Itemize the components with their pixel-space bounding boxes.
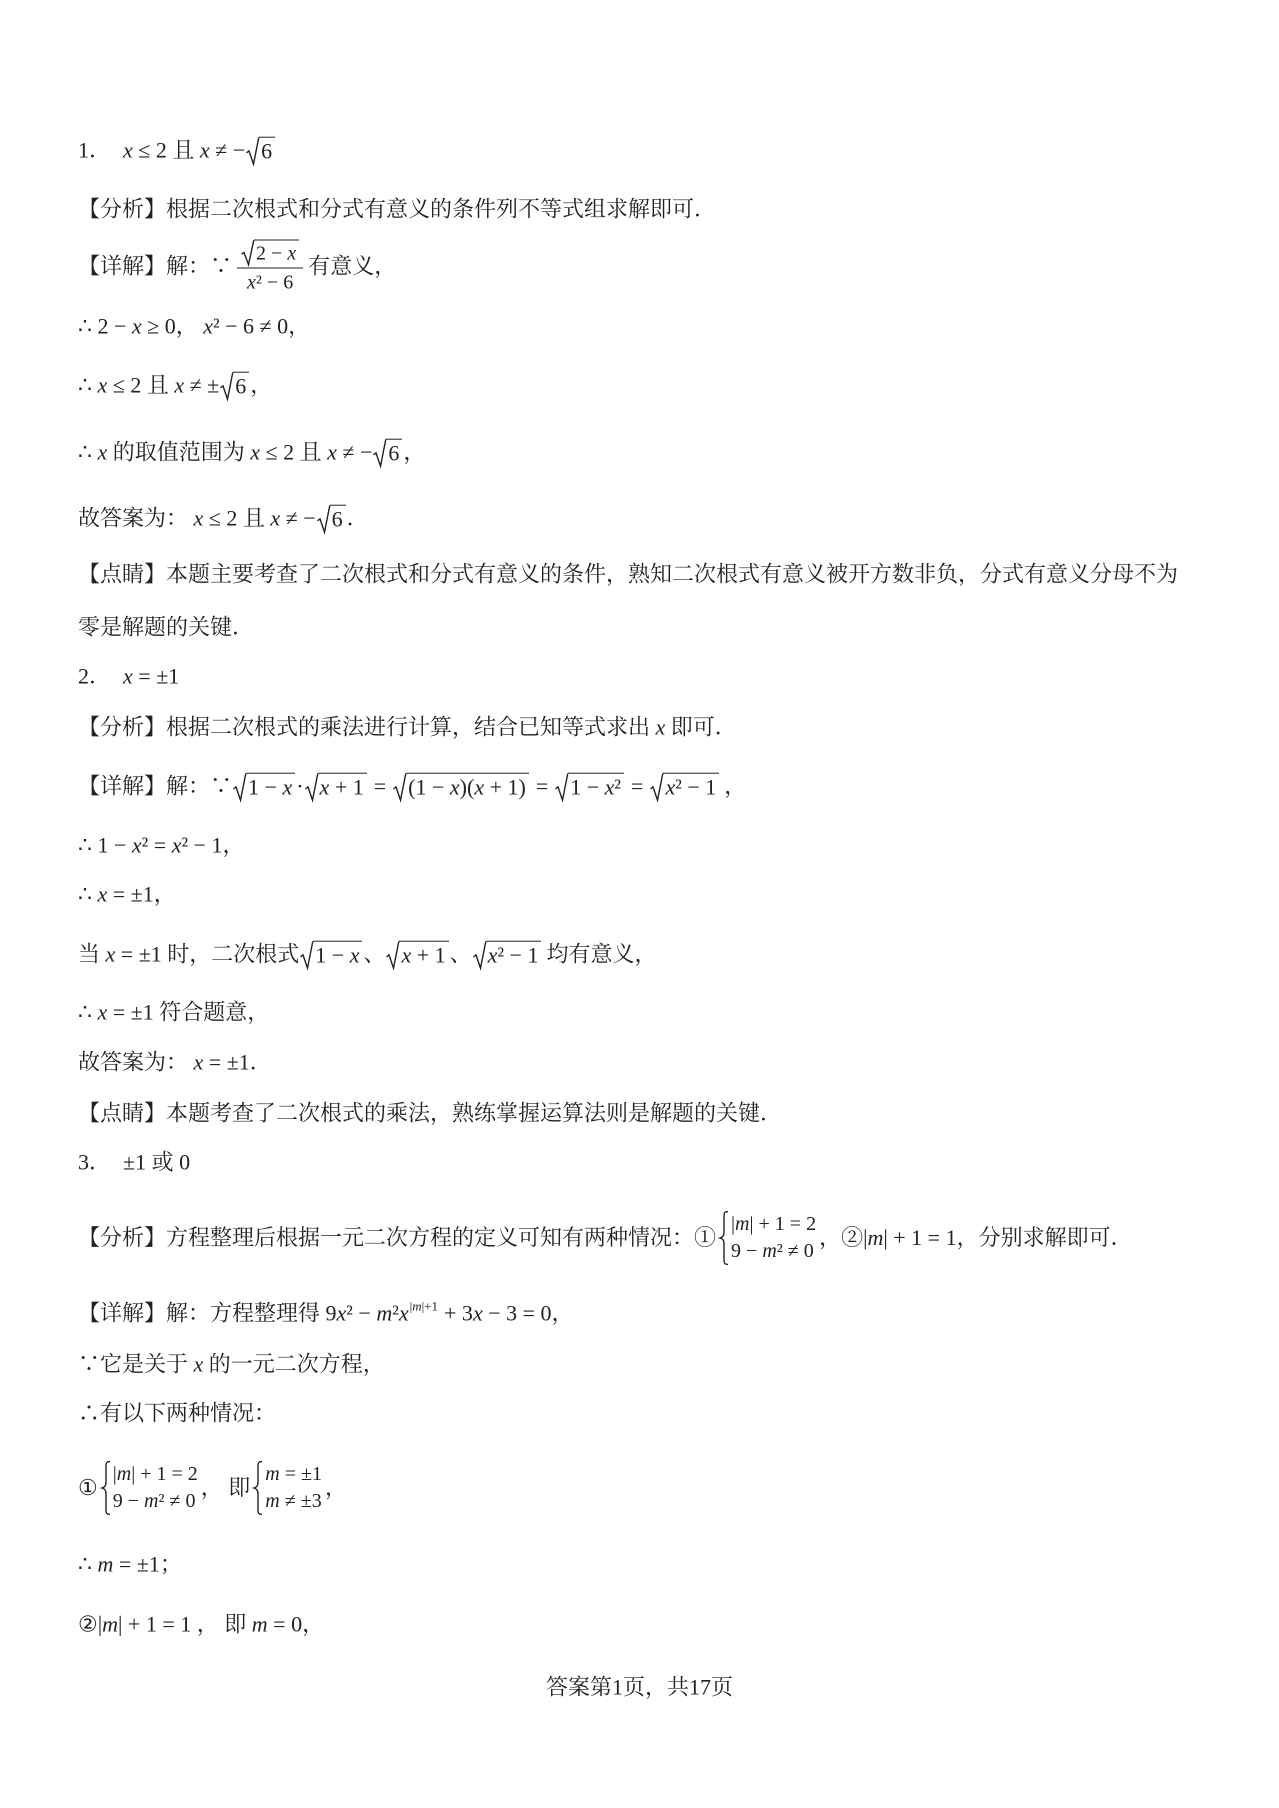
system-row: |m| + 1 = 2 — [112, 1463, 198, 1485]
equation-system — [719, 1211, 816, 1265]
math-variable: x — [487, 942, 498, 968]
square-root — [305, 773, 367, 801]
math-expression: ②|m| + 1 = 1 ， 即 m = 0， — [78, 1611, 325, 1637]
math-expression: 当 x = ±1 时，二次根式 — [78, 941, 300, 967]
section-tag: 【详解】 — [78, 773, 167, 799]
equation-system — [101, 1461, 198, 1515]
math-variable: x — [449, 774, 460, 800]
left-brace-icon — [719, 1211, 729, 1265]
radical-sign-icon — [317, 505, 330, 533]
math-expression: 故答案为： x ≤ 2 且 x ≠ − — [78, 505, 316, 531]
math-expression: ∴有以下两种情况： — [78, 1400, 277, 1426]
math-variable: x — [193, 1351, 204, 1377]
math-variable: m — [735, 1213, 750, 1235]
analysis-text: 根据二次根式的乘法进行计算，结合已知等式求出 x 即可． — [166, 714, 737, 740]
math-expression: ∴ m = ±1； — [78, 1551, 182, 1577]
fraction — [237, 240, 303, 295]
section-tag: 【点睛】 — [78, 561, 167, 587]
q1-detail-line — [78, 240, 396, 295]
radicand: x + 1 — [318, 773, 367, 801]
math-variable: m — [97, 1551, 114, 1577]
q2-final-answer — [78, 1049, 272, 1078]
math-variable: x — [655, 714, 666, 740]
q2-detail-line — [78, 773, 746, 802]
math-expression: ， 即 — [200, 1474, 251, 1500]
q1-step-3 — [78, 439, 425, 468]
math-variable: x — [97, 439, 108, 465]
math-variable: x — [131, 832, 142, 858]
square-root — [373, 439, 402, 467]
radical-sign-icon — [373, 439, 386, 467]
system-row: |m| + 1 = 2 — [731, 1213, 817, 1235]
square-root — [241, 240, 299, 266]
math-variable: x — [282, 774, 293, 800]
square-root — [650, 773, 719, 801]
math-variable: x — [250, 439, 261, 465]
q1-step-2 — [78, 372, 272, 401]
math-variable: x — [123, 137, 133, 163]
detail-intro: 解：∵ — [166, 773, 233, 799]
q1-comment-line-1 — [78, 561, 1178, 590]
math-variable: m — [116, 1463, 132, 1485]
equals-sign: = — [631, 773, 644, 799]
math-variable: m — [144, 1490, 159, 1512]
system-row: m = ±1 — [265, 1463, 322, 1485]
radicand: 6 — [386, 439, 402, 467]
analysis-text: 根据二次根式和分式有意义的条件列不等式组求解即可． — [166, 196, 717, 222]
section-tag: 【详解】 — [78, 1300, 167, 1326]
radicand: x + 1 — [399, 941, 448, 969]
punctuation: ． — [346, 505, 369, 531]
math-variable: x — [474, 774, 485, 800]
case-mark: ① — [78, 1474, 98, 1500]
system-row: m ≠ ±3 — [265, 1490, 322, 1512]
math-expression: ∴ x ≤ 2 且 x ≠ ± — [78, 372, 220, 398]
radical-sign-icon — [650, 773, 663, 801]
q3-step-2 — [78, 1400, 276, 1429]
system-row: 9 − m² ≠ 0 — [731, 1240, 814, 1262]
comment-text: 本题主要考查了二次根式和分式有意义的条件，熟知二次根式有意义被开方数非负，分式有意义分母不为 — [166, 561, 1179, 587]
math-variable: x — [199, 137, 210, 163]
math-variable: x — [319, 774, 330, 800]
system-rows — [265, 1461, 322, 1515]
math-variable: m — [376, 1300, 393, 1326]
question-number: 1． — [78, 137, 112, 163]
radical-sign-icon — [233, 773, 246, 801]
q1-final-answer — [78, 505, 369, 534]
equals-sign: = — [535, 773, 549, 799]
math-variable: x — [401, 942, 412, 968]
q2-analysis-line — [78, 714, 737, 743]
separator: 、 — [449, 941, 472, 967]
math-expression: 解：方程整理得 9x² − m²x — [166, 1300, 409, 1326]
square-root — [473, 941, 542, 969]
q3-detail-line — [78, 1300, 574, 1329]
radical-sign-icon — [305, 773, 318, 801]
math-variable: x — [336, 1300, 347, 1326]
math-variable: x — [97, 881, 108, 907]
fraction-denominator: x² − 6 — [247, 271, 294, 294]
left-brace-icon — [253, 1461, 263, 1515]
radical-sign-icon — [246, 137, 259, 165]
math-variable: x — [287, 242, 297, 265]
radical-sign-icon — [241, 240, 254, 266]
square-root — [393, 773, 529, 801]
math-variable: m — [265, 1490, 280, 1512]
math-expression: ∴ x = ±1 符合题意， — [78, 999, 270, 1025]
system-rows — [731, 1211, 816, 1265]
q2-step-3 — [78, 941, 656, 970]
multiply-dot: · — [296, 773, 304, 799]
math-variable: x — [472, 1300, 483, 1326]
math-variable: x — [123, 663, 133, 689]
radical-sign-icon — [393, 773, 406, 801]
square-root — [233, 773, 295, 801]
q2-comment-line — [78, 1100, 782, 1129]
math-expression: ∴ 2 − x ≥ 0， x² − 6 ≠ 0， — [78, 313, 311, 339]
radicand: 1 − x² — [568, 773, 624, 801]
math-variable: x — [193, 505, 204, 531]
math-variable: x — [349, 942, 360, 968]
answer-expression: x = ±1 — [123, 663, 180, 689]
math-variable: x — [97, 999, 108, 1025]
math-variable: x — [270, 505, 281, 531]
question-number: 2． — [78, 663, 112, 689]
square-root — [555, 773, 624, 801]
radicand: 2 − x — [254, 240, 299, 266]
math-variable: x — [247, 271, 256, 294]
q2-step-4 — [78, 999, 269, 1028]
detail-text: 有意义， — [308, 253, 397, 279]
radicand: 1 − x — [246, 773, 295, 801]
radicand: 6 — [259, 137, 275, 165]
math-variable: x — [193, 1049, 204, 1075]
math-variable: x — [398, 1300, 409, 1326]
q1-step-1 — [78, 313, 310, 342]
radical-sign-icon — [386, 941, 399, 969]
math-variable: x — [203, 313, 214, 339]
radical-sign-icon — [555, 773, 568, 801]
math-variable: m — [265, 1463, 280, 1485]
radicand: x² − 1 — [486, 941, 542, 969]
q2-step-1 — [78, 832, 244, 861]
math-variable: x — [131, 313, 142, 339]
math-expression: + 3x − 3 = 0， — [444, 1300, 574, 1326]
question-number: 3． — [78, 1149, 112, 1175]
q3-step-1 — [78, 1351, 385, 1380]
detail-intro: 解：∵ — [166, 253, 233, 279]
analysis-text: ，②|m| + 1 = 1，分别求解即可． — [819, 1224, 1133, 1250]
q1-analysis-line — [78, 196, 716, 225]
q1-comment-line-2 — [78, 614, 254, 643]
left-brace-icon — [101, 1461, 111, 1515]
math-variable: x — [327, 439, 337, 465]
math-variable: x — [665, 774, 676, 800]
square-root — [386, 941, 448, 969]
radical-sign-icon — [300, 941, 313, 969]
q2-step-2 — [78, 881, 176, 910]
square-root — [300, 941, 362, 969]
system-row: 9 − m² ≠ 0 — [112, 1490, 196, 1512]
comment-text: 本题考查了二次根式的乘法，熟练掌握运算法则是解题的关键． — [166, 1100, 783, 1126]
math-expression: ∴ x = ±1， — [78, 881, 176, 907]
q3-step-4 — [78, 1551, 182, 1580]
q3-step-5 — [78, 1611, 324, 1640]
section-tag: 【分析】 — [78, 714, 167, 740]
fraction-numerator — [237, 240, 303, 269]
q2-answer-line — [78, 663, 179, 692]
radicand: 6 — [233, 372, 249, 400]
page-footer: 答案第1页，共17页 — [545, 1674, 733, 1700]
equals-sign: = — [373, 773, 387, 799]
section-tag: 【详解】 — [78, 253, 167, 279]
q3-answer-line — [78, 1149, 190, 1178]
math-variable: x — [604, 774, 615, 800]
math-expression: 均有意义， — [546, 941, 657, 967]
separator: 、 — [363, 941, 386, 967]
radical-sign-icon — [220, 372, 233, 400]
square-root — [220, 372, 249, 400]
comment-text: 零是解题的关键． — [78, 614, 255, 640]
punctuation: ， — [250, 372, 273, 398]
math-expression: 故答案为： x = ±1． — [78, 1049, 272, 1075]
math-variable: x — [105, 941, 116, 967]
analysis-text: 方程整理后根据一元二次方程的定义可知有两种情况：① — [166, 1224, 717, 1250]
radicand: x² − 1 — [663, 773, 719, 801]
exponent: |m|+1 — [409, 1298, 439, 1314]
math-variable: m — [867, 1224, 884, 1250]
punctuation: ， — [403, 439, 426, 465]
section-tag: 【分析】 — [78, 196, 167, 222]
math-expression: ∴ 1 − x² = x² − 1， — [78, 832, 245, 858]
punctuation: ， — [724, 773, 747, 799]
math-expression: ∴ x 的取值范围为 x ≤ 2 且 x ≠ − — [78, 439, 373, 465]
section-tag: 【点睛】 — [78, 1100, 167, 1126]
q3-analysis-line — [78, 1211, 1133, 1265]
section-tag: 【分析】 — [78, 1224, 167, 1250]
math-variable: m — [412, 1298, 422, 1314]
equation-system — [253, 1461, 322, 1515]
answer-expression: x ≤ 2 且 x ≠ − — [123, 137, 246, 163]
math-variable: m — [102, 1611, 119, 1637]
math-variable: x — [97, 372, 108, 398]
math-variable: x — [174, 372, 185, 398]
punctuation: ， — [325, 1474, 348, 1500]
q3-step-3 — [78, 1461, 347, 1515]
math-variable: x — [171, 832, 182, 858]
square-root — [246, 137, 275, 165]
math-variable: m — [251, 1611, 268, 1637]
radical-sign-icon — [473, 941, 486, 969]
radicand: (1 − x)(x + 1) — [406, 773, 529, 801]
radicand: 6 — [330, 505, 346, 533]
system-rows — [113, 1461, 198, 1515]
math-expression: ∵它是关于 x 的一元二次方程， — [78, 1351, 385, 1377]
square-root — [317, 505, 346, 533]
answer-expression: ±1 或 0 — [123, 1149, 191, 1175]
math-variable: m — [762, 1240, 777, 1262]
q1-answer-line — [78, 137, 276, 166]
radicand: 1 − x — [313, 941, 362, 969]
